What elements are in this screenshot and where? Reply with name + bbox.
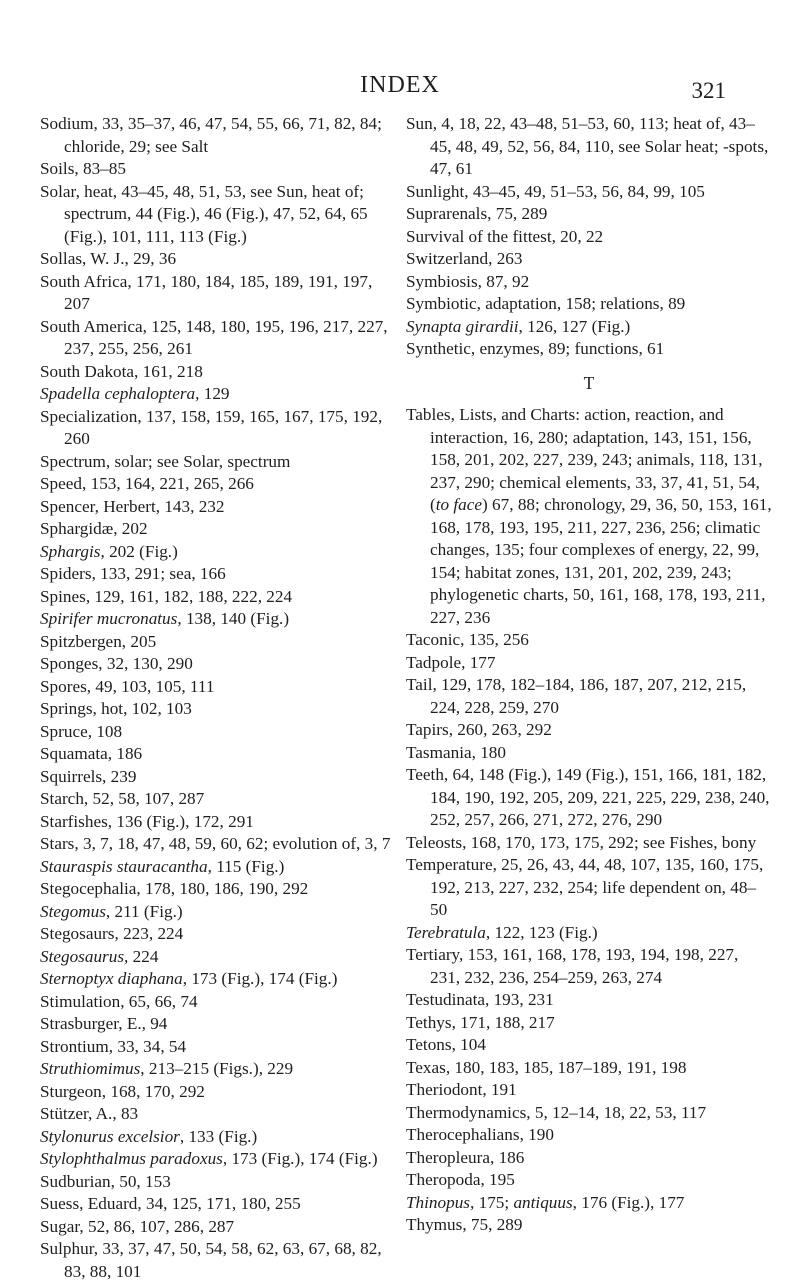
index-entry bbox=[406, 854, 772, 922]
entry-italic-term: Stylophthalmus paradoxus bbox=[40, 1149, 223, 1168]
index-entry bbox=[40, 181, 402, 249]
entry-text: Tertiary, 153, 161, 168, 178, 193, 194, 198, 227, 231, 232, 236, 254–259, 263, 274 bbox=[406, 945, 739, 987]
entry-text: , 126, 127 (Fig.) bbox=[518, 316, 631, 336]
entry-italic-term: Sternoptyx diaphana bbox=[40, 969, 183, 988]
entry-text: Stegosaurs, 223, 224 bbox=[40, 924, 184, 943]
index-entry bbox=[40, 833, 402, 856]
section-letter: T bbox=[583, 372, 595, 393]
index-column-right bbox=[406, 113, 772, 1237]
entry-text: , 138, 140 (Fig.) bbox=[177, 609, 290, 628]
entry-text: Sponges, 32, 130, 290 bbox=[40, 654, 193, 673]
entry-text: Sulphur, 33, 37, 47, 50, 54, 58, 62, 63, 67, 68, 82, 83, 88, 101 bbox=[40, 1239, 382, 1281]
index-entry bbox=[40, 1148, 402, 1171]
index-entry bbox=[40, 451, 402, 474]
index-section-t bbox=[406, 404, 772, 1237]
index-entry bbox=[406, 338, 772, 361]
index-entry bbox=[40, 541, 402, 564]
entry-text: Theropleura, 186 bbox=[406, 1147, 525, 1167]
index-entry bbox=[406, 226, 772, 249]
entry-text: Starfishes, 136 (Fig.), 172, 291 bbox=[40, 811, 254, 831]
entry-italic-term: Stylonurus excelsior bbox=[40, 1126, 180, 1146]
index-entry bbox=[40, 406, 402, 451]
entry-text: Sudburian, 50, 153 bbox=[40, 1171, 171, 1191]
index-entry bbox=[406, 1057, 772, 1080]
entry-text: Thymus, 75, 289 bbox=[406, 1215, 523, 1234]
index-entry bbox=[40, 1126, 402, 1149]
entry-italic-term: Spirifer mucronatus bbox=[40, 609, 178, 628]
entry-italic-term: Terebratula bbox=[406, 922, 486, 942]
entry-text: , 129 bbox=[195, 384, 230, 403]
index-entry bbox=[406, 1124, 772, 1147]
entry-italic-term: Spadella cephaloptera bbox=[40, 384, 196, 403]
entry-text: Sunlight, 43–45, 49, 51–53, 56, 84, 99, 105 bbox=[406, 181, 705, 201]
entry-text: ) 67, 88; chronology, 29, 36, 50, 153, 161, 168, 178, 193, 195, 211, 227, 236, 256; climatic changes, 135; four complexes of energy, 22, 99, 154; habitat zones, 131, 201, 202, 239, 243; phylogenetic charts, 50, 161, 168, 178, 193, 211, 227, 236 bbox=[430, 495, 772, 627]
entry-text: South Dakota, 161, 218 bbox=[40, 361, 203, 381]
page-number: 321 bbox=[691, 78, 726, 103]
index-entry bbox=[406, 113, 772, 181]
entry-italic-term: Sphargis bbox=[40, 541, 101, 561]
entry-text: Tethys, 171, 188, 217 bbox=[406, 1012, 555, 1032]
index-entry bbox=[406, 674, 772, 719]
index-entry bbox=[406, 271, 772, 294]
entry-text: Theriodont, 191 bbox=[406, 1080, 517, 1099]
index-entry bbox=[40, 946, 402, 969]
entry-text: Tadpole, 177 bbox=[406, 652, 496, 672]
index-entry bbox=[40, 496, 402, 519]
entry-text: Taconic, 135, 256 bbox=[406, 630, 529, 649]
entry-text: , 173 (Fig.), 174 (Fig.) bbox=[182, 969, 338, 988]
entry-text: , 175; bbox=[470, 1192, 514, 1212]
index-entry bbox=[406, 832, 772, 855]
entry-text: Temperature, 25, 26, 43, 44, 48, 107, 135, 160, 175, 192, 213, 227, 232, 254; life dependent on, 48–50 bbox=[406, 855, 764, 919]
index-entry bbox=[406, 1169, 772, 1192]
entry-text: , 211 (Fig.) bbox=[105, 901, 183, 921]
entry-text: Theropoda, 195 bbox=[406, 1170, 515, 1189]
entry-text: , 224 bbox=[124, 946, 159, 966]
index-entry bbox=[40, 1103, 402, 1126]
entry-italic-term: Thinopus bbox=[406, 1192, 470, 1212]
index-entry bbox=[40, 1238, 402, 1283]
index-entry bbox=[40, 766, 402, 789]
entry-text: Speed, 153, 164, 221, 265, 266 bbox=[40, 474, 254, 493]
index-entry bbox=[40, 631, 402, 654]
entry-text: , 213–215 (Figs.), 229 bbox=[140, 1059, 294, 1078]
index-entry bbox=[406, 629, 772, 652]
entry-text: South Africa, 171, 180, 184, 185, 189, 191, 197, 207 bbox=[40, 271, 373, 313]
entry-text: Symbiosis, 87, 92 bbox=[406, 271, 530, 291]
index-entry bbox=[40, 113, 402, 158]
entry-text: Spencer, Herbert, 143, 232 bbox=[40, 496, 225, 516]
entry-text: Tail, 129, 178, 182–184, 186, 187, 207, 212, 215, 224, 228, 259, 270 bbox=[406, 675, 747, 717]
entry-text: Teeth, 64, 148 (Fig.), 149 (Fig.), 151, 166, 181, 182, 184, 190, 192, 205, 209, 221, 225, 229, 238, 240, 252, 257, 266, 271, 272, 276, 290 bbox=[406, 765, 770, 829]
entry-text: , 173 (Fig.), 174 (Fig.) bbox=[222, 1149, 378, 1168]
index-entry bbox=[40, 811, 402, 834]
entry-text: Tables, Lists, and Charts: action, reaction, and interaction, 16, 280; adaptation, 143, 151, 156, 158, 201, 202, 227, 239, 243; animals, 118, 131, 237, 290; chemical elements, 33, 37, 41, 51, 54, ( bbox=[406, 405, 763, 514]
entry-text: Strasburger, E., 94 bbox=[40, 1014, 168, 1033]
entry-text: Squamata, 186 bbox=[40, 744, 143, 763]
index-entry bbox=[406, 1034, 772, 1057]
index-entry bbox=[40, 968, 402, 991]
entry-text: , 133 (Fig.) bbox=[179, 1126, 258, 1146]
index-entry bbox=[406, 922, 772, 945]
index-entry bbox=[40, 991, 402, 1014]
entry-text: , 122, 123 (Fig.) bbox=[485, 922, 598, 942]
index-entry bbox=[40, 1081, 402, 1104]
index-entry bbox=[406, 1102, 772, 1125]
entry-text: Stimulation, 65, 66, 74 bbox=[40, 991, 198, 1011]
index-entry bbox=[40, 923, 402, 946]
index-entry bbox=[406, 742, 772, 765]
index-entry bbox=[406, 181, 772, 204]
entry-text: Symbiotic, adaptation, 158; relations, 89 bbox=[406, 294, 686, 313]
entry-text: Stars, 3, 7, 18, 47, 48, 59, 60, 62; evolution of, 3, 7 bbox=[40, 834, 391, 853]
entry-italic-term: Stauraspis stauracantha bbox=[40, 856, 208, 876]
index-entry bbox=[406, 652, 772, 675]
index-entry bbox=[406, 203, 772, 226]
entry-italic-term: Stegosaurus bbox=[40, 946, 125, 966]
entry-text: Soils, 83–85 bbox=[40, 159, 126, 178]
entry-text: Spines, 129, 161, 182, 188, 222, 224 bbox=[40, 586, 293, 606]
page-header bbox=[0, 72, 800, 108]
index-entry bbox=[406, 944, 772, 989]
entry-italic-term: Synapta girardii bbox=[406, 316, 519, 336]
index-entry bbox=[40, 473, 402, 496]
index-entry bbox=[40, 1036, 402, 1059]
index-entry bbox=[40, 1058, 402, 1081]
entry-text: Strontium, 33, 34, 54 bbox=[40, 1036, 187, 1056]
index-entry bbox=[406, 719, 772, 742]
index-entry bbox=[40, 1013, 402, 1036]
index-entry bbox=[40, 743, 402, 766]
entry-text: Springs, hot, 102, 103 bbox=[40, 699, 192, 718]
entry-text: Suess, Eduard, 34, 125, 171, 180, 255 bbox=[40, 1194, 301, 1213]
index-entry bbox=[406, 293, 772, 316]
entry-text: Sun, 4, 18, 22, 43–48, 51–53, 60, 113; heat of, 43–45, 48, 49, 52, 56, 84, 110, see Solar heat; -spots, 47, 61 bbox=[406, 114, 769, 178]
index-entry bbox=[40, 586, 402, 609]
index-entry bbox=[40, 653, 402, 676]
entry-text: Survival of the fittest, 20, 22 bbox=[406, 226, 604, 246]
entry-italic-term: Stegomus bbox=[40, 901, 106, 921]
index-entry bbox=[40, 361, 402, 384]
index-entry bbox=[406, 1079, 772, 1102]
entry-text: Suprarenals, 75, 289 bbox=[406, 204, 548, 223]
index-entry bbox=[406, 404, 772, 629]
index-entry bbox=[40, 856, 402, 879]
entry-text: Teleosts, 168, 170, 173, 175, 292; see Fishes, bony bbox=[406, 832, 757, 852]
index-entry bbox=[40, 1193, 402, 1216]
index-entry bbox=[40, 316, 402, 361]
entry-text: Therocephalians, 190 bbox=[406, 1125, 554, 1144]
index-section-s-continued bbox=[406, 113, 772, 361]
entry-text: Synthetic, enzymes, 89; functions, 61 bbox=[406, 339, 665, 358]
index-entry bbox=[406, 1192, 772, 1215]
index-entry bbox=[40, 248, 402, 271]
entry-italic-term: to face bbox=[435, 495, 483, 514]
entry-text: Stegocephalia, 178, 180, 186, 190, 292 bbox=[40, 879, 309, 898]
running-title: INDEX bbox=[360, 72, 440, 98]
index-entry bbox=[40, 1171, 402, 1194]
entry-text: Thermodynamics, 5, 12–14, 18, 22, 53, 117 bbox=[406, 1102, 707, 1122]
index-entry bbox=[40, 158, 402, 181]
index-entry bbox=[40, 788, 402, 811]
index-entry bbox=[406, 764, 772, 832]
index-entry bbox=[40, 608, 402, 631]
index-entry bbox=[406, 1012, 772, 1035]
entry-text: Sturgeon, 168, 170, 292 bbox=[40, 1081, 205, 1101]
entry-text: Stützer, A., 83 bbox=[40, 1104, 139, 1123]
entry-text: Switzerland, 263 bbox=[406, 249, 523, 268]
entry-italic-term: Struthiomimus bbox=[40, 1059, 141, 1078]
index-entry bbox=[40, 271, 402, 316]
entry-text: , 115 (Fig.) bbox=[207, 856, 285, 876]
entry-text: Tapirs, 260, 263, 292 bbox=[406, 720, 552, 739]
entry-italic-term: antiquus bbox=[513, 1192, 573, 1212]
entry-text: Solar, heat, 43–45, 48, 51, 53, see Sun, heat of; spectrum, 44 (Fig.), 46 (Fig.), 47, 52, 64, 65 (Fig.), 101, 111, 113 (Fig.) bbox=[40, 181, 368, 246]
index-column-left bbox=[40, 113, 402, 1283]
entry-text: Testudinata, 193, 231 bbox=[406, 990, 554, 1009]
index-entry bbox=[40, 698, 402, 721]
index-entry bbox=[406, 989, 772, 1012]
entry-text: South America, 125, 148, 180, 195, 196, 217, 227, 237, 255, 256, 261 bbox=[40, 316, 388, 358]
index-entry bbox=[40, 383, 402, 406]
index-entry bbox=[406, 1214, 772, 1237]
index-entry bbox=[40, 518, 402, 541]
entry-text: Sugar, 52, 86, 107, 286, 287 bbox=[40, 1216, 235, 1236]
entry-text: Specialization, 137, 158, 159, 165, 167, 175, 192, 260 bbox=[40, 406, 383, 448]
index-entry bbox=[406, 1147, 772, 1170]
entry-text: Tasmania, 180 bbox=[406, 742, 506, 762]
index-entry bbox=[406, 316, 772, 339]
entry-text: Spectrum, solar; see Solar, spectrum bbox=[40, 451, 291, 471]
entry-text: Spitzbergen, 205 bbox=[40, 631, 157, 651]
index-entry bbox=[40, 721, 402, 744]
entry-text: Sodium, 33, 35–37, 46, 47, 54, 55, 66, 71, 82, 84; chloride, 29; see Salt bbox=[40, 114, 382, 156]
entry-text: Sollas, W. J., 29, 36 bbox=[40, 249, 177, 268]
entry-text: , 176 (Fig.), 177 bbox=[572, 1192, 685, 1212]
entry-text: Sphargidæ, 202 bbox=[40, 519, 148, 538]
entry-text: Spores, 49, 103, 105, 111 bbox=[40, 676, 215, 696]
index-entry bbox=[40, 878, 402, 901]
entry-text: Squirrels, 239 bbox=[40, 766, 137, 786]
entry-text: Spruce, 108 bbox=[40, 721, 123, 741]
index-entry bbox=[40, 1216, 402, 1239]
entry-text: Spiders, 133, 291; sea, 166 bbox=[40, 564, 226, 583]
entry-text: Texas, 180, 183, 185, 187–189, 191, 198 bbox=[406, 1057, 687, 1077]
entry-text: , 202 (Fig.) bbox=[100, 541, 178, 561]
entry-text: Starch, 52, 58, 107, 287 bbox=[40, 789, 205, 808]
index-entry bbox=[40, 901, 402, 924]
index-entry bbox=[406, 248, 772, 271]
entry-text: Tetons, 104 bbox=[406, 1035, 486, 1054]
index-entry bbox=[40, 676, 402, 699]
index-entry bbox=[40, 563, 402, 586]
